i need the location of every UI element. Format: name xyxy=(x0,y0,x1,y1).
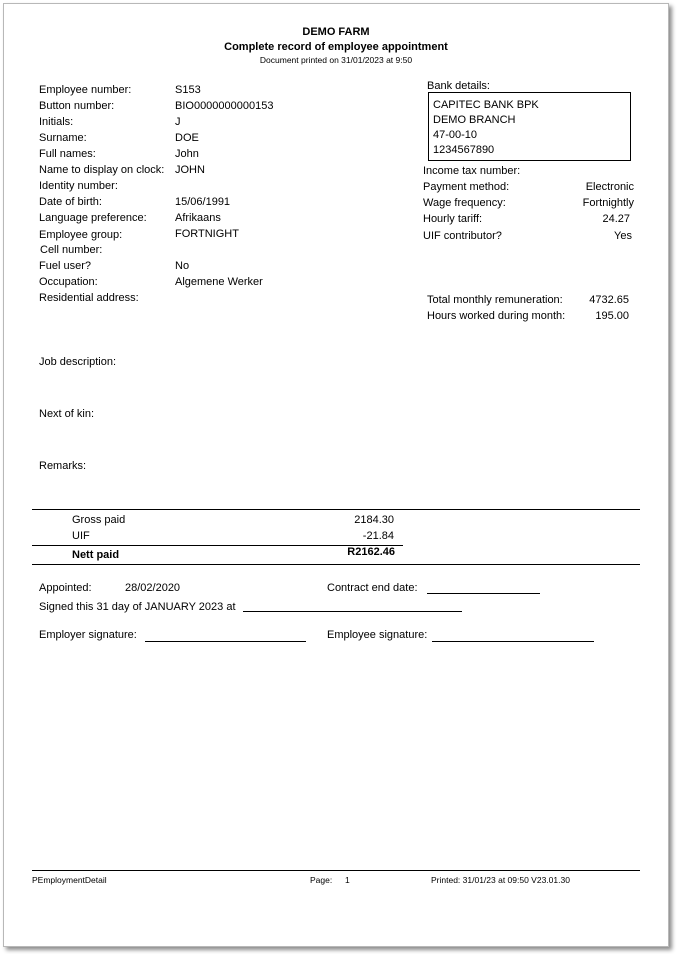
contract-end-line xyxy=(427,593,540,594)
field-label-button-number: Button number: xyxy=(39,100,115,112)
contract-end-label: Contract end date: xyxy=(327,582,418,594)
page-number: 1 xyxy=(345,875,350,885)
gross-paid-value: 2184.30 xyxy=(354,514,394,526)
printed-timestamp: Printed: 31/01/23 at 09:50 V23.01.30 xyxy=(431,875,570,885)
field-label-hourly-tariff: Hourly tariff: xyxy=(423,213,483,225)
uif-label: UIF xyxy=(72,530,90,542)
field-value-uif-contributor: Yes xyxy=(614,230,632,242)
footer-divider xyxy=(32,870,640,871)
nett-paid-value: R2162.46 xyxy=(347,546,395,558)
divider xyxy=(32,509,640,510)
field-label-occupation: Occupation: xyxy=(39,276,98,288)
field-label-identity-number: Identity number: xyxy=(39,180,118,192)
remarks-label: Remarks: xyxy=(39,460,87,472)
field-label-payment-method: Payment method: xyxy=(423,181,510,193)
job-description-label: Job description: xyxy=(39,356,117,368)
field-value-button-number: BIO0000000000153 xyxy=(175,100,274,112)
field-label-fuel-user: Fuel user? xyxy=(39,260,91,272)
field-value-clock-name: JOHN xyxy=(175,164,205,176)
employee-signature-line xyxy=(432,641,594,642)
next-of-kin-label: Next of kin: xyxy=(39,408,95,420)
gross-paid-label: Gross paid xyxy=(72,514,126,526)
bank-line: 47-00-10 xyxy=(433,129,478,141)
field-value-wage-frequency: Fortnightly xyxy=(582,197,634,209)
field-value-initials: J xyxy=(175,116,181,128)
field-label-cell-number: Cell number: xyxy=(40,244,103,256)
field-value-occupation: Algemene Werker xyxy=(175,276,263,288)
field-value-surname: DOE xyxy=(175,132,199,144)
field-value-employee-group: FORTNIGHT xyxy=(175,228,239,240)
bank-line: DEMO BRANCH xyxy=(433,114,516,126)
field-label-employee-group: Employee group: xyxy=(39,229,123,241)
signed-place-line xyxy=(243,611,462,612)
document-title: Complete record of employee appointment xyxy=(224,41,448,53)
field-label-initials: Initials: xyxy=(39,116,74,128)
total-remuneration-label: Total monthly remuneration: xyxy=(427,294,563,306)
field-value-payment-method: Electronic xyxy=(585,181,634,193)
appointed-date: 28/02/2020 xyxy=(125,582,181,594)
report-name: PEmploymentDetail xyxy=(32,875,107,885)
field-value-employee-number: S153 xyxy=(175,84,201,96)
document-page xyxy=(3,3,669,947)
field-label-residential-address: Residential address: xyxy=(39,292,139,304)
bank-details-label: Bank details: xyxy=(427,80,490,92)
bank-line: 1234567890 xyxy=(433,144,495,156)
employee-signature-label: Employee signature: xyxy=(327,629,428,641)
appointed-label: Appointed: xyxy=(39,582,92,594)
printed-on-line: Document printed on 31/01/2023 at 9:50 xyxy=(259,55,413,65)
divider xyxy=(32,564,640,565)
employer-signature-line xyxy=(145,641,306,642)
field-label-surname: Surname: xyxy=(39,132,87,144)
field-label-uif-contributor: UIF contributor? xyxy=(423,230,502,242)
uif-value: -21.84 xyxy=(362,530,394,542)
hours-worked-label: Hours worked during month: xyxy=(427,310,566,322)
field-value-full-names: John xyxy=(175,148,199,160)
field-label-date-of-birth: Date of birth: xyxy=(39,196,102,208)
field-label-income-tax: Income tax number: xyxy=(423,165,521,177)
field-label-employee-number: Employee number: xyxy=(39,84,132,96)
field-value-date-of-birth: 15/06/1991 xyxy=(175,196,231,208)
field-label-full-names: Full names: xyxy=(39,148,96,160)
employer-signature-label: Employer signature: xyxy=(39,629,137,641)
field-label-language: Language preference: xyxy=(39,212,147,224)
field-value-hourly-tariff: 24.27 xyxy=(602,213,630,225)
bank-line: CAPITEC BANK BPK xyxy=(433,99,539,111)
field-label-wage-frequency: Wage frequency: xyxy=(423,197,506,209)
signed-line-text: Signed this 31 day of JANUARY 2023 at xyxy=(39,601,236,613)
farm-name: DEMO FARM xyxy=(302,26,370,38)
page-label: Page: xyxy=(310,875,333,885)
nett-paid-label: Nett paid xyxy=(72,549,120,561)
field-value-language: Afrikaans xyxy=(175,212,221,224)
field-value-fuel-user: No xyxy=(175,260,190,272)
hours-worked-value: 195.00 xyxy=(595,310,629,322)
bank-details-box xyxy=(428,92,631,161)
total-remuneration-value: 4732.65 xyxy=(589,294,629,306)
field-label-clock-name: Name to display on clock: xyxy=(39,164,165,176)
